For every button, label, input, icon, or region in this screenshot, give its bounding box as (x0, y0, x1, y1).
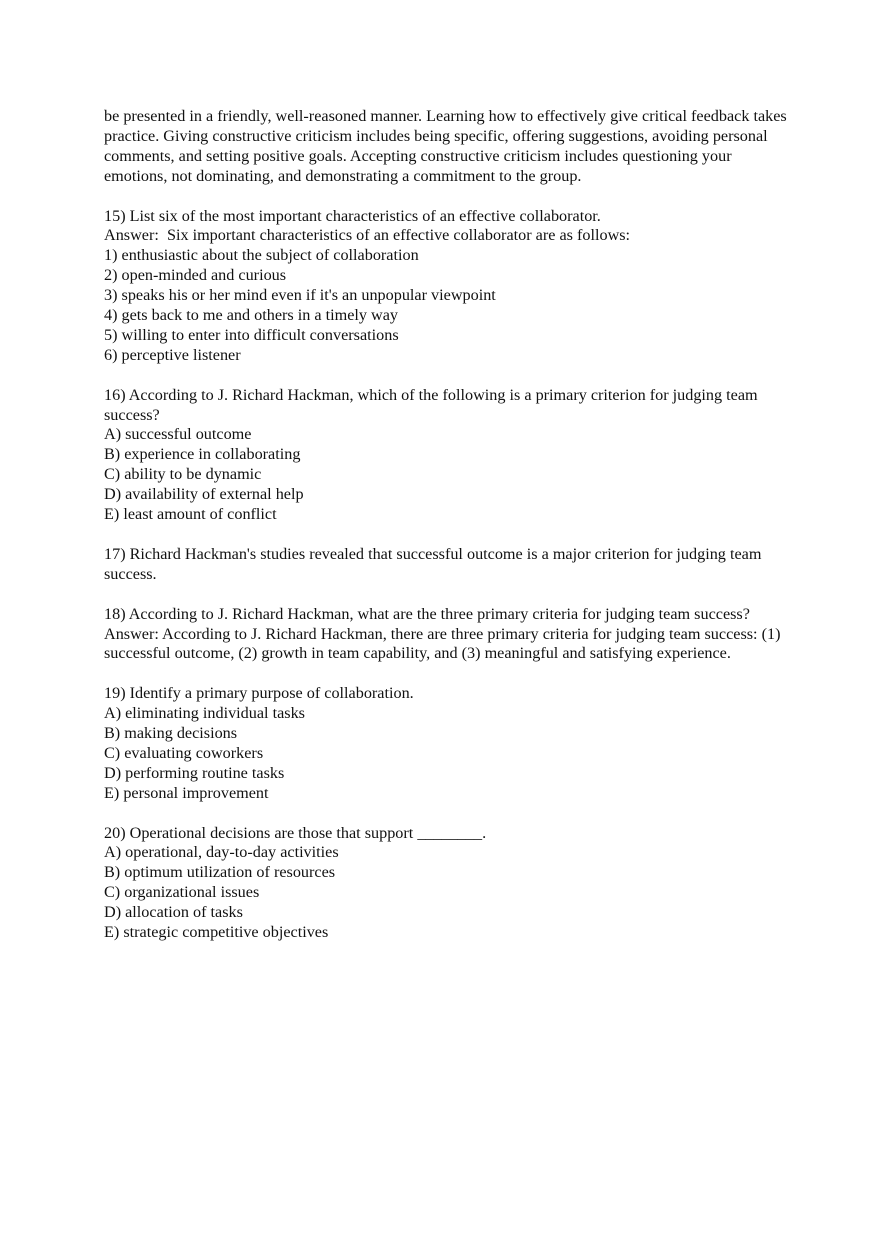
answer-option: B) experience in collaborating (104, 445, 301, 464)
question-20-text: 20) Operational decisions are those that support ________. (104, 823, 487, 842)
question-17-text: 17) Richard Hackman's studies revealed that successful outcome is a major criterion for judging team success. (104, 544, 762, 583)
answer-option: B) making decisions (104, 724, 238, 743)
question-15-text: 15) List six of the most important characteristics of an effective collaborator. (104, 206, 601, 225)
question-19-text: 19) Identify a primary purpose of collaboration. (104, 684, 414, 703)
question-16-text: 16) According to J. Richard Hackman, which of the following is a primary criterion for judging team success? (104, 385, 758, 424)
answer-option: D) availability of external help (104, 485, 304, 504)
question-18-text: 18) According to J. Richard Hackman, what are the three primary criteria for judging team success? (104, 604, 750, 623)
question-15 (104, 207, 794, 366)
question-18 (104, 605, 794, 665)
answer-option: D) performing routine tasks (104, 763, 285, 782)
question-19 (104, 684, 794, 803)
answer-option: E) least amount of conflict (104, 505, 277, 524)
question-20 (104, 824, 794, 943)
answer-option: A) eliminating individual tasks (104, 704, 305, 723)
list-item: 4) gets back to me and others in a timely way (104, 306, 398, 325)
answer-option: A) operational, day-to-day activities (104, 843, 339, 862)
list-item: 2) open-minded and curious (104, 266, 287, 285)
document-page (104, 107, 794, 963)
answer-option: C) evaluating coworkers (104, 743, 264, 762)
list-item: 5) willing to enter into difficult conversations (104, 325, 399, 344)
answer-option: E) personal improvement (104, 783, 269, 802)
question-17 (104, 545, 794, 585)
answer-option: A) successful outcome (104, 425, 252, 444)
intro-paragraph (104, 107, 794, 187)
answer-option: C) ability to be dynamic (104, 465, 262, 484)
question-15-answer: Answer: Six important characteristics of an effective collaborator are as follows: (104, 226, 631, 245)
answer-option: B) optimum utilization of resources (104, 863, 336, 882)
question-18-answer: Answer: According to J. Richard Hackman, there are three primary criteria for judging team success: (1) successful outcome, (2) growth in team capability, and (3) meaningful and satisfying experience. (104, 624, 781, 663)
list-item: 6) perceptive listener (104, 345, 241, 364)
question-16 (104, 386, 794, 525)
answer-option: C) organizational issues (104, 883, 260, 902)
list-item: 3) speaks his or her mind even if it's an unpopular viewpoint (104, 286, 496, 305)
list-item: 1) enthusiastic about the subject of collaboration (104, 246, 419, 265)
answer-option: E) strategic competitive objectives (104, 923, 329, 942)
intro-text: be presented in a friendly, well-reasoned manner. Learning how to effectively give critical feedback takes practice. Giving constructive criticism includes being specific, offering suggestions, avoiding personal comments, and setting positive goals. Accepting constructive criticism includes questioning your emotions, not dominating, and demonstrating a commitment to the group. (104, 107, 787, 185)
answer-option: D) allocation of tasks (104, 903, 243, 922)
